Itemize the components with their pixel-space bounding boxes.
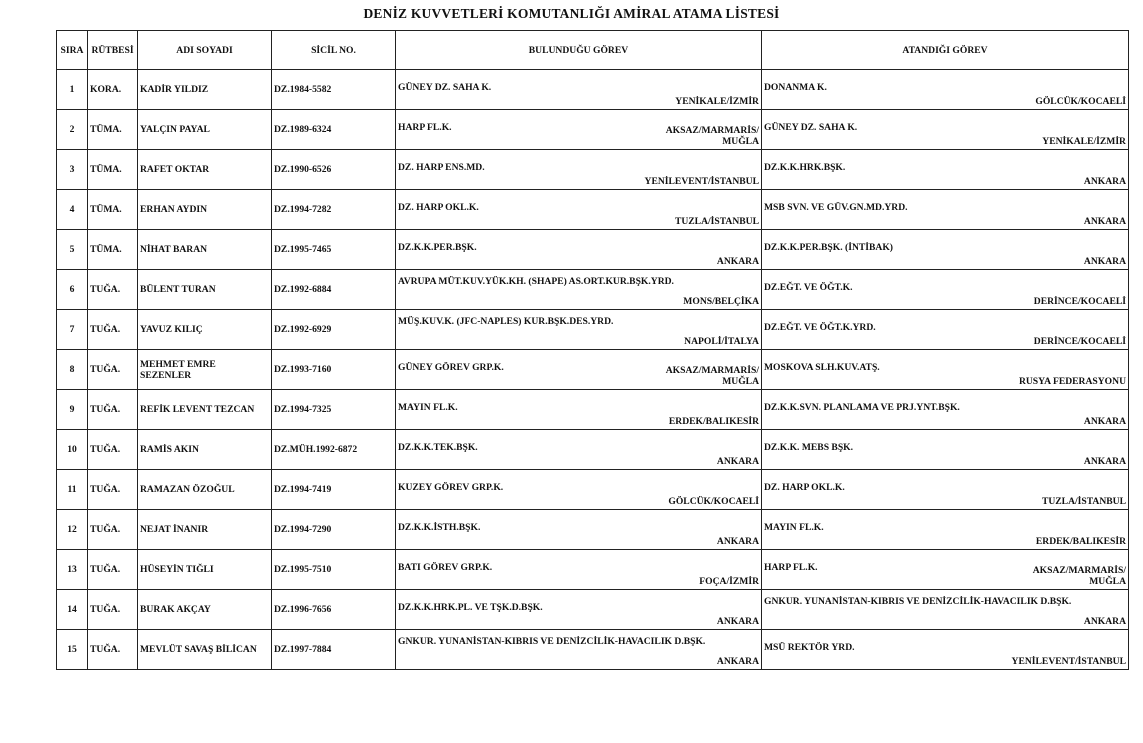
current-duty-cell (396, 190, 762, 230)
row-name: BURAK AKÇAY (138, 590, 272, 630)
row-sicil-no: DZ.1992-6929 (272, 310, 396, 350)
row-rank: TUĞA. (88, 470, 138, 510)
table-row (57, 190, 1129, 230)
assigned-duty-title: DZ.EĞT. VE ÖĞT.K.YRD. (764, 322, 876, 333)
current-duty-cell (396, 470, 762, 510)
assigned-duty-location: ANKARA (1083, 456, 1126, 467)
assigned-duty-title: MOSKOVA SLH.KUV.ATŞ. (764, 362, 880, 373)
assigned-duty-cell (762, 550, 1129, 590)
assigned-duty-title: DZ. HARP OKL.K. (764, 482, 845, 493)
assigned-duty-title: DZ.EĞT. VE ÖĞT.K. (764, 282, 853, 293)
assigned-duty-title: DZ.K.K.SVN. PLANLAMA VE PRJ.YNT.BŞK. (764, 402, 960, 413)
row-sicil-no: DZ.1993-7160 (272, 350, 396, 390)
assigned-duty-cell (762, 190, 1129, 230)
current-duty-cell (396, 630, 762, 670)
assigned-duty-location: ANKARA (1083, 216, 1126, 227)
row-number: 2 (57, 110, 88, 150)
row-rank: TUĞA. (88, 550, 138, 590)
row-name: HÜSEYİN TIĞLI (138, 550, 272, 590)
row-number: 6 (57, 270, 88, 310)
current-duty-location: FOÇA/İZMİR (699, 576, 759, 587)
row-sicil-no: DZ.1984-5582 (272, 70, 396, 110)
header-sira: SIRA (57, 31, 88, 70)
header-atandigi-gorev: ATANDIĞI GÖREV (762, 31, 1129, 70)
table-row (57, 590, 1129, 630)
assigned-duty-title: GÜNEY DZ. SAHA K. (764, 122, 858, 133)
row-name: YAVUZ KILIÇ (138, 310, 272, 350)
row-sicil-no: DZ.1989-6324 (272, 110, 396, 150)
current-duty-title: DZ. HARP OKL.K. (398, 202, 479, 213)
row-number: 5 (57, 230, 88, 270)
current-duty-location: YENİKALE/İZMİR (675, 96, 759, 107)
row-number: 3 (57, 150, 88, 190)
current-duty-cell (396, 150, 762, 190)
row-name: MEVLÜT SAVAŞ BİLİCAN (138, 630, 272, 670)
table-row (57, 350, 1129, 390)
assignment-table (56, 30, 1129, 670)
current-duty-cell (396, 510, 762, 550)
table-header-row (57, 31, 1129, 70)
assigned-duty-location: RUSYA FEDERASYONU (1018, 376, 1126, 387)
row-rank: TUĞA. (88, 510, 138, 550)
row-rank: KORA. (88, 70, 138, 110)
assigned-duty-location: YENİKALE/İZMİR (1042, 136, 1126, 147)
header-sicil-no: SİCİL NO. (272, 31, 396, 70)
row-number: 8 (57, 350, 88, 390)
current-duty-location: GÖLCÜK/KOCAELİ (668, 496, 759, 507)
row-rank: TÜMA. (88, 230, 138, 270)
assigned-duty-title: DZ.K.K.PER.BŞK. (İNTİBAK) (764, 242, 894, 253)
assigned-duty-cell (762, 150, 1129, 190)
current-duty-cell (396, 590, 762, 630)
current-duty-location: ANKARA (716, 256, 759, 267)
row-number: 1 (57, 70, 88, 110)
row-name: REFİK LEVENT TEZCAN (138, 390, 272, 430)
current-duty-title: DZ.K.K.PER.BŞK. (398, 242, 477, 253)
current-duty-cell (396, 350, 762, 390)
row-sicil-no: DZ.1992-6884 (272, 270, 396, 310)
row-number: 11 (57, 470, 88, 510)
current-duty-title: MAYIN FL.K. (398, 402, 458, 413)
row-sicil-no: DZ.1997-7884 (272, 630, 396, 670)
current-duty-cell (396, 390, 762, 430)
assigned-duty-title: GNKUR. YUNANİSTAN-KIBRIS VE DENİZCİLİK-HAVACILIK D.BŞK. (764, 596, 1072, 607)
row-name: NİHAT BARAN (138, 230, 272, 270)
row-number: 14 (57, 590, 88, 630)
row-rank: TÜMA. (88, 150, 138, 190)
assigned-duty-cell (762, 590, 1129, 630)
table-row (57, 310, 1129, 350)
row-number: 9 (57, 390, 88, 430)
row-sicil-no: DZ.1994-7419 (272, 470, 396, 510)
table-row (57, 430, 1129, 470)
assigned-duty-cell (762, 230, 1129, 270)
assigned-duty-cell (762, 310, 1129, 350)
table-row (57, 390, 1129, 430)
row-rank: TUĞA. (88, 310, 138, 350)
assigned-duty-cell (762, 390, 1129, 430)
row-rank: TUĞA. (88, 430, 138, 470)
current-duty-title: KUZEY GÖREV GRP.K. (398, 482, 504, 493)
row-rank: TUĞA. (88, 590, 138, 630)
row-name: RAMİS AKIN (138, 430, 272, 470)
row-number: 15 (57, 630, 88, 670)
current-duty-cell (396, 70, 762, 110)
assigned-duty-location: DERİNCE/KOCAELİ (1033, 296, 1126, 307)
assigned-duty-location: YENİLEVENT/İSTANBUL (1011, 656, 1126, 667)
assigned-duty-cell (762, 70, 1129, 110)
row-rank: TUĞA. (88, 270, 138, 310)
assigned-duty-cell (762, 470, 1129, 510)
current-duty-cell (396, 230, 762, 270)
row-sicil-no: DZ.1995-7510 (272, 550, 396, 590)
assigned-duty-location: ANKARA (1083, 256, 1126, 267)
row-name: MEHMET EMRE SEZENLER (138, 350, 272, 390)
current-duty-location: YENİLEVENT/İSTANBUL (644, 176, 759, 187)
current-duty-title: GÜNEY GÖREV GRP.K. (398, 362, 504, 373)
row-name: BÜLENT TURAN (138, 270, 272, 310)
assigned-duty-title: MAYIN FL.K. (764, 522, 824, 533)
row-number: 4 (57, 190, 88, 230)
current-duty-title: DZ. HARP ENS.MD. (398, 162, 485, 173)
row-rank: TUĞA. (88, 350, 138, 390)
table-row (57, 70, 1129, 110)
current-duty-cell (396, 550, 762, 590)
assigned-duty-title: DZ.K.K.HRK.BŞK. (764, 162, 846, 173)
row-sicil-no: DZ.1994-7282 (272, 190, 396, 230)
current-duty-title: DZ.K.K.İSTH.BŞK. (398, 522, 481, 533)
assigned-duty-cell (762, 430, 1129, 470)
current-duty-location: MONS/BELÇİKA (683, 296, 759, 307)
assigned-duty-location: ANKARA (1083, 616, 1126, 627)
table-row (57, 110, 1129, 150)
row-sicil-no: DZ.1994-7325 (272, 390, 396, 430)
current-duty-location: ANKARA (716, 656, 759, 667)
assigned-duty-title: DONANMA K. (764, 82, 827, 93)
row-number: 13 (57, 550, 88, 590)
current-duty-cell (396, 310, 762, 350)
row-sicil-no: DZ.1994-7290 (272, 510, 396, 550)
current-duty-cell (396, 270, 762, 310)
current-duty-location: ANKARA (716, 616, 759, 627)
table-row (57, 470, 1129, 510)
table-row (57, 230, 1129, 270)
current-duty-location: AKSAZ/MARMARİS/ MUĞLA (665, 365, 759, 387)
current-duty-title: DZ.K.K.HRK.PL. VE TŞK.D.BŞK. (398, 602, 543, 613)
row-sicil-no: DZ.MÜH.1992-6872 (272, 430, 396, 470)
assigned-duty-location: ANKARA (1083, 176, 1126, 187)
current-duty-title: HARP FL.K. (398, 122, 452, 133)
current-duty-location: ERDEK/BALIKESİR (668, 416, 759, 427)
row-rank: TÜMA. (88, 190, 138, 230)
row-sicil-no: DZ.1996-7656 (272, 590, 396, 630)
row-number: 12 (57, 510, 88, 550)
table-row (57, 270, 1129, 310)
row-name: RAFET OKTAR (138, 150, 272, 190)
row-name: NEJAT İNANIR (138, 510, 272, 550)
current-duty-title: MÜŞ.KUV.K. (JFC-NAPLES) KUR.BŞK.DES.YRD. (398, 316, 614, 327)
row-rank: TUĞA. (88, 630, 138, 670)
assigned-duty-title: DZ.K.K. MEBS BŞK. (764, 442, 854, 453)
current-duty-title: AVRUPA MÜT.KUV.YÜK.KH. (SHAPE) AS.ORT.KUR.BŞK.YRD. (398, 276, 674, 287)
assigned-duty-location: ANKARA (1083, 416, 1126, 427)
assigned-duty-location: AKSAZ/MARMARİS/ MUĞLA (1032, 565, 1126, 587)
document-title: DENİZ KUVVETLERİ KOMUTANLIĞI AMİRAL ATAMA LİSTESİ (363, 6, 780, 21)
current-duty-location: ANKARA (716, 536, 759, 547)
row-name: ERHAN AYDIN (138, 190, 272, 230)
assigned-duty-cell (762, 270, 1129, 310)
assigned-duty-cell (762, 350, 1129, 390)
current-duty-location: AKSAZ/MARMARİS/ MUĞLA (665, 125, 759, 147)
current-duty-title: DZ.K.K.TEK.BŞK. (398, 442, 478, 453)
row-name: KADİR YILDIZ (138, 70, 272, 110)
header-bulundugu-gorev: BULUNDUĞU GÖREV (396, 31, 762, 70)
current-duty-title: GNKUR. YUNANİSTAN-KIBRIS VE DENİZCİLİK-HAVACILIK D.BŞK. (398, 636, 706, 647)
current-duty-cell (396, 430, 762, 470)
row-name: RAMAZAN ÖZOĞUL (138, 470, 272, 510)
row-sicil-no: DZ.1990-6526 (272, 150, 396, 190)
row-sicil-no: DZ.1995-7465 (272, 230, 396, 270)
assigned-duty-cell (762, 510, 1129, 550)
table-row (57, 150, 1129, 190)
table-row (57, 510, 1129, 550)
row-rank: TUĞA. (88, 390, 138, 430)
row-name: YALÇIN PAYAL (138, 110, 272, 150)
current-duty-cell (396, 110, 762, 150)
header-rutbesi: RÜTBESİ (88, 31, 138, 70)
row-rank: TÜMA. (88, 110, 138, 150)
assigned-duty-cell (762, 630, 1129, 670)
row-number: 7 (57, 310, 88, 350)
assigned-duty-title: MSB SVN. VE GÜV.GN.MD.YRD. (764, 202, 908, 213)
assigned-duty-cell (762, 110, 1129, 150)
assigned-duty-location: TUZLA/İSTANBUL (1041, 496, 1126, 507)
current-duty-location: ANKARA (716, 456, 759, 467)
assigned-duty-title: MSÜ REKTÖR YRD. (764, 642, 855, 653)
current-duty-location: NAPOLİ/İTALYA (684, 336, 759, 347)
assigned-duty-location: GÖLCÜK/KOCAELİ (1035, 96, 1126, 107)
current-duty-location: TUZLA/İSTANBUL (674, 216, 759, 227)
current-duty-title: BATI GÖREV GRP.K. (398, 562, 493, 573)
assigned-duty-location: DERİNCE/KOCAELİ (1033, 336, 1126, 347)
assigned-duty-title: HARP FL.K. (764, 562, 818, 573)
row-number: 10 (57, 430, 88, 470)
table-row (57, 550, 1129, 590)
header-adi-soyadi: ADI SOYADI (138, 31, 272, 70)
current-duty-title: GÜNEY DZ. SAHA K. (398, 82, 492, 93)
table-row (57, 630, 1129, 670)
assigned-duty-location: ERDEK/BALIKESİR (1035, 536, 1126, 547)
